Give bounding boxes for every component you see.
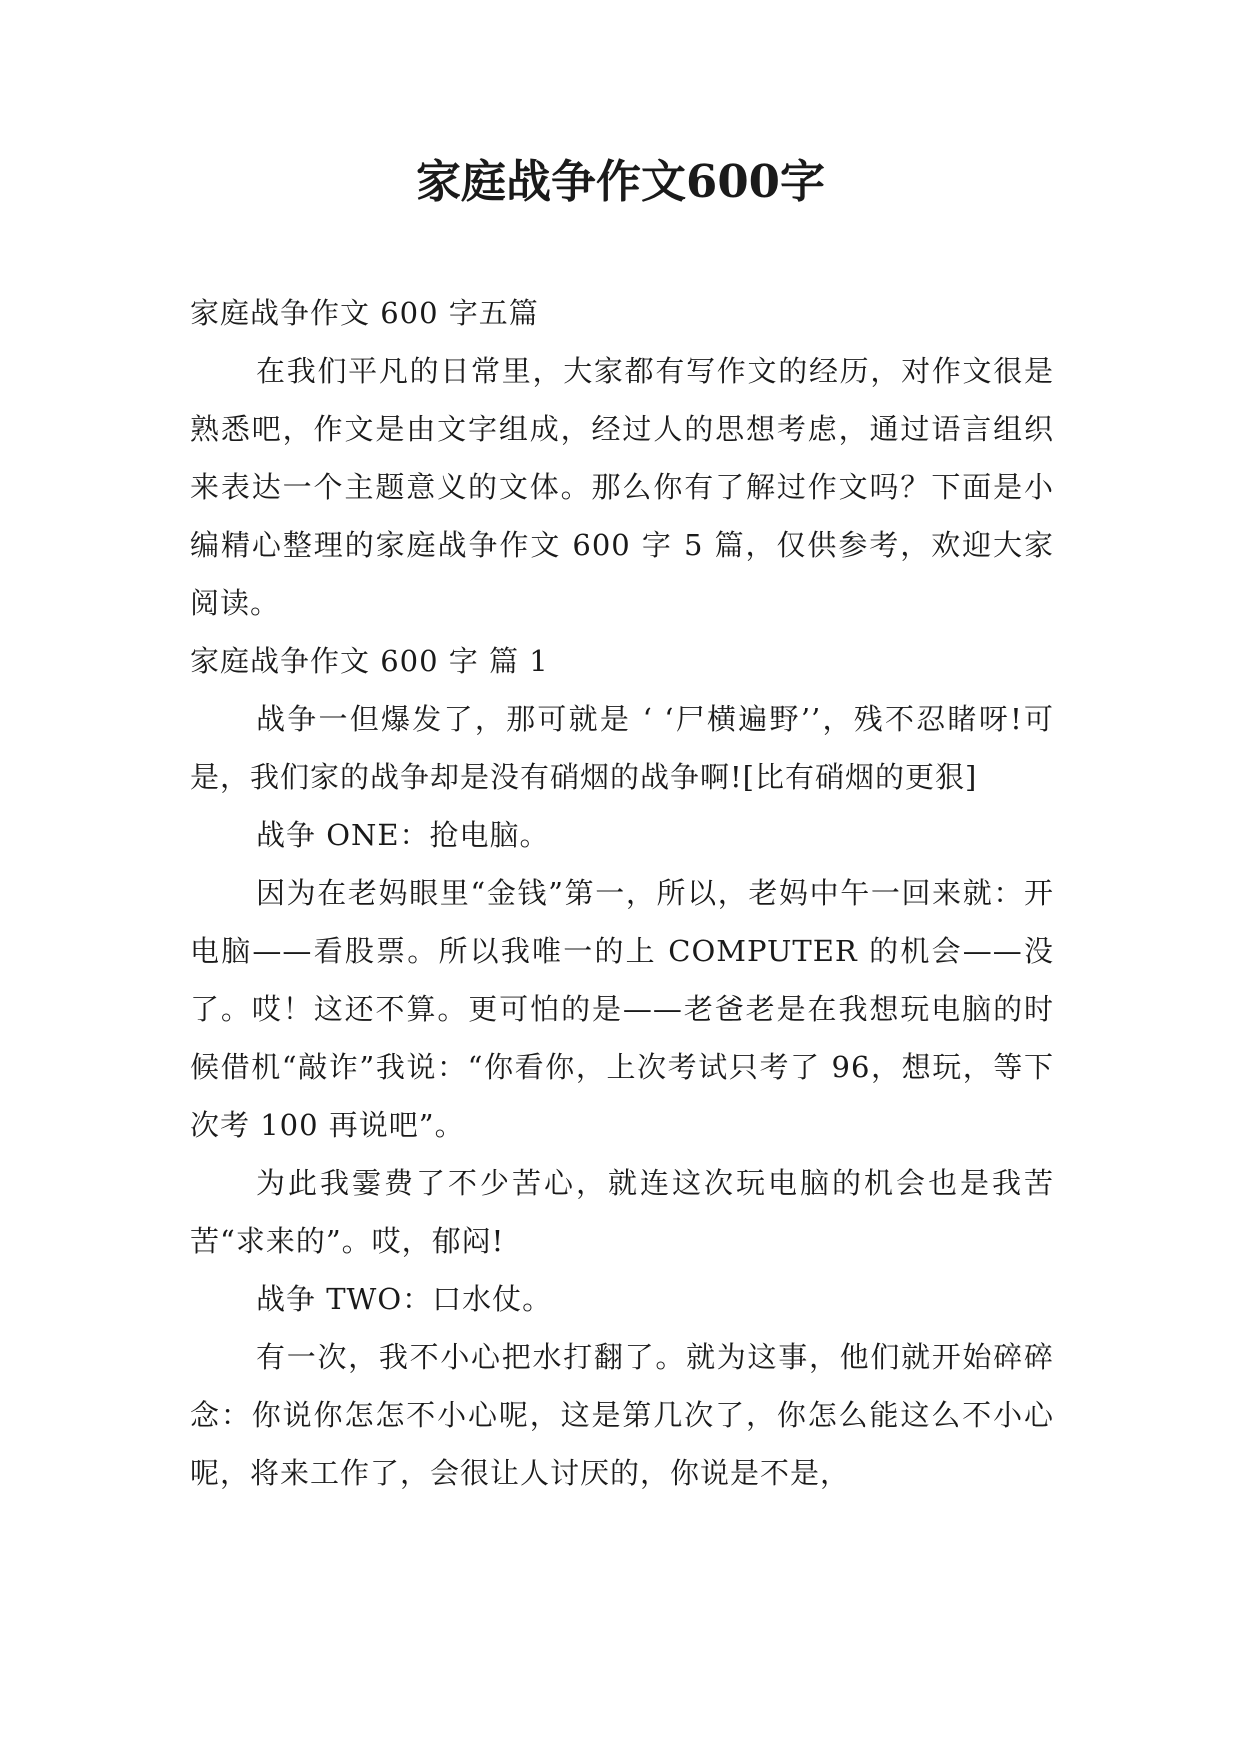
body-paragraph: 为此我霎费了不少苦心，就连这次玩电脑的机会也是我苦苦“求来的”。哎，郁闷! [190,1166,1054,1258]
document-title: 家庭战争作文600字 [416,155,825,208]
section-heading: 家庭战争作文 600 字 篇 1 [190,644,549,678]
document-body [190,284,1054,1502]
war-two-heading: 战争 TWO：口水仗。 [256,1282,553,1316]
intro-paragraph: 在我们平凡的日常里，大家都有写作文的经历，对作文很是熟悉吧，作文是由文字组成，经过人的思想考虑，通过语言组织来表达一个主题意义的文体。那么你有了解过作文吗？下面是小编精心整理的家庭战争作文 600 字 5 篇，仅供参考，欢迎大家阅读。 [190,354,1054,620]
body-paragraph: 因为在老妈眼里“金钱”第一，所以，老妈中午一回来就：开电脑——看股票。所以我唯一的上 COMPUTER 的机会——没了。哎！这还不算。更可怕的是——老爸老是在我想玩电脑的时候借机“敲诈”我说：“你看你，上次考试只考了 96，想玩，等下次考 100 再说吧”。 [190,876,1054,1142]
body-paragraph: 有一次，我不小心把水打翻了。就为这事，他们就开始碎碎念：你说你怎怎不小心呢，这是第几次了，你怎么能这么不小心呢，将来工作了，会很让人讨厌的，你说是不是， [190,1340,1054,1490]
body-paragraph: 战争一但爆发了，那可就是 ‘ ‘尸横遍野’’，残不忍睹呀!可是，我们家的战争却是没有硝烟的战争啊![比有硝烟的更狠] [190,702,1054,794]
subtitle-paragraph: 家庭战争作文 600 字五篇 [190,296,539,330]
war-one-heading: 战争 ONE：抢电脑。 [256,818,550,852]
